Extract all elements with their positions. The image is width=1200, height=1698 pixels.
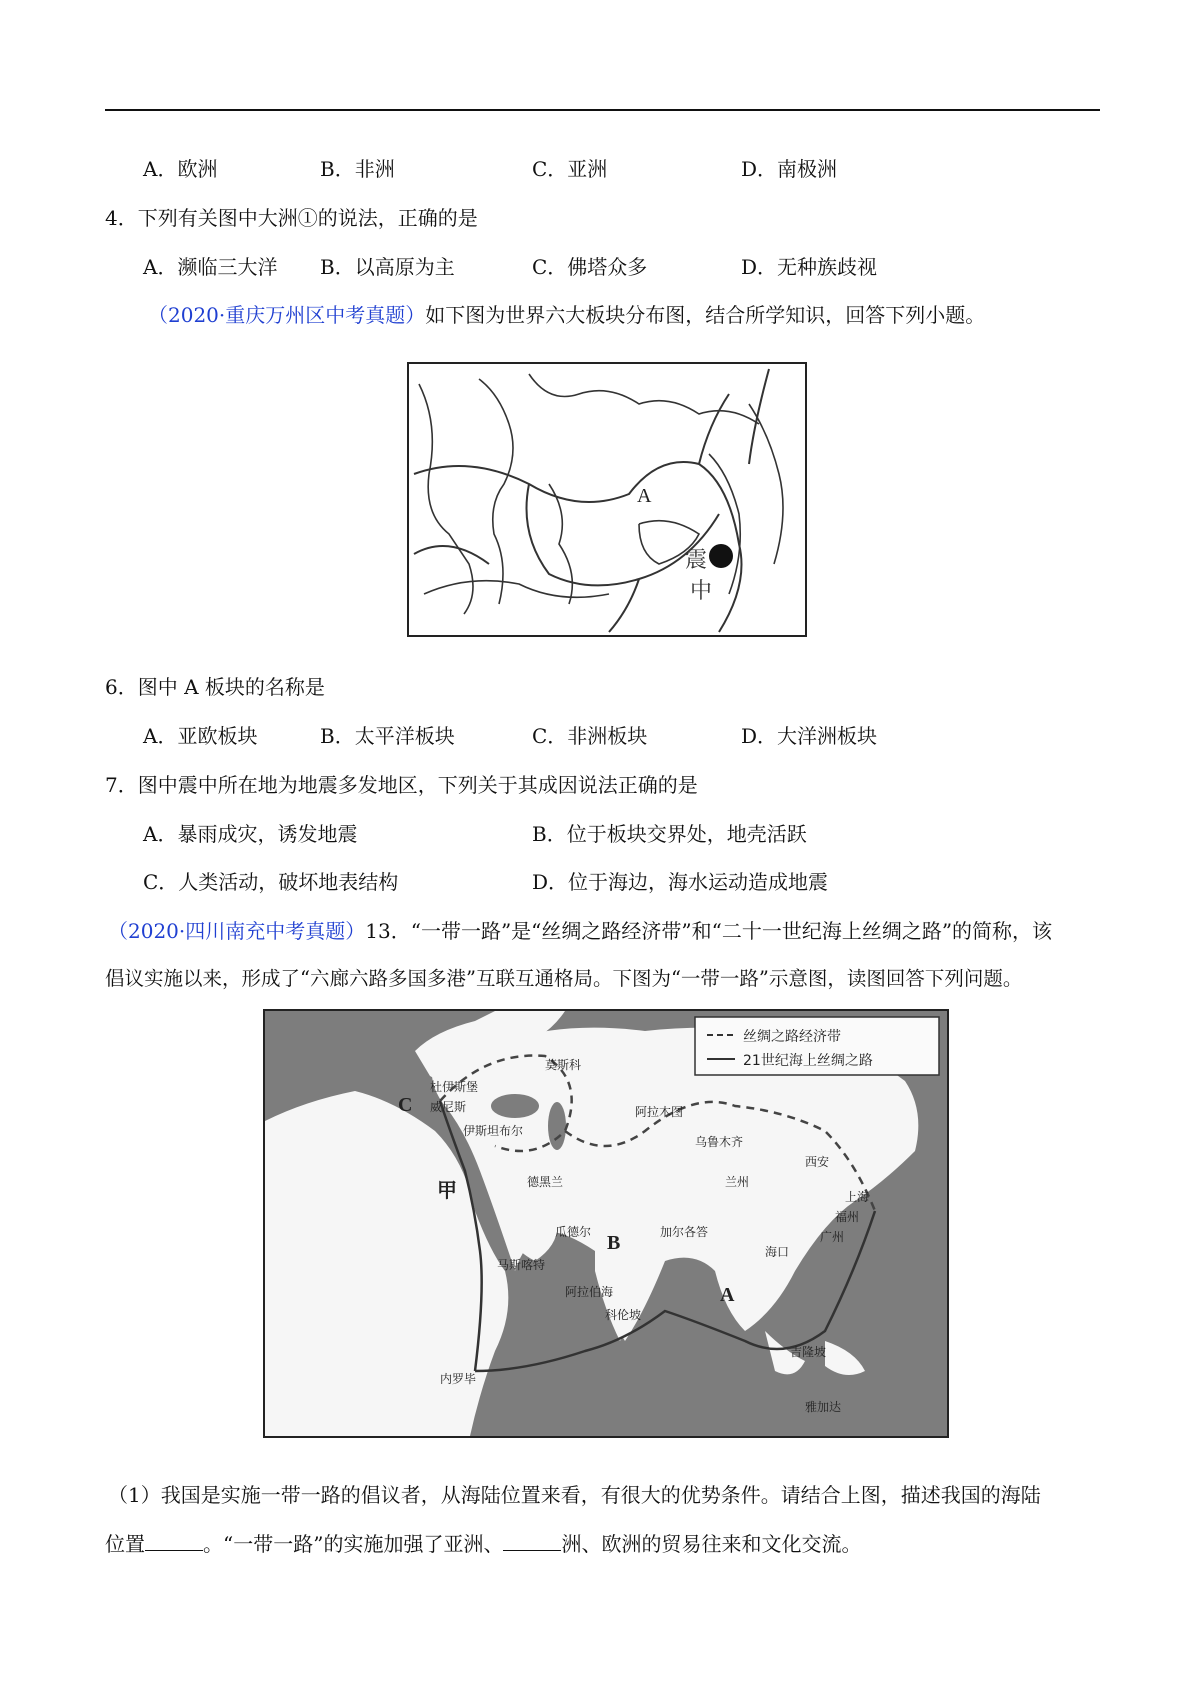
epicenter-label-2: 中	[690, 579, 713, 604]
place-colombo: 科伦坡	[605, 1308, 642, 1322]
map-letter-b: B	[607, 1232, 621, 1254]
place-duisburg: 杜伊斯堡	[430, 1080, 479, 1094]
q6-option-c: C．非洲板块	[532, 724, 648, 748]
place-nairobi: 内罗毕	[440, 1372, 477, 1386]
place-tehran: 德黑兰	[527, 1175, 564, 1189]
map-letter-jia: 甲	[437, 1178, 457, 1202]
q7-option-a: A．暴雨成灾，诱发地震	[143, 822, 358, 846]
intro-text: 如下图为世界六大板块分布图，结合所学知识，回答下列小题。	[425, 303, 986, 327]
q4-option-d: D．无种族歧视	[741, 255, 878, 279]
answer-blank-2[interactable]	[503, 1530, 561, 1551]
place-kuala-lumpur: 吉隆坡	[790, 1345, 827, 1359]
q7-option-d: D．位于海边，海水运动造成地震	[532, 870, 829, 894]
place-moscow: 莫斯科	[545, 1058, 582, 1072]
source-tag-2: （2020·四川南充中考真题）	[108, 919, 366, 943]
header-rule	[105, 109, 1100, 111]
place-haikou: 海口	[765, 1245, 790, 1259]
q3-option-d: D．南极洲	[741, 157, 838, 181]
q7-option-c: C．人类活动，破坏地表结构	[143, 870, 399, 894]
q13-stem-line-1: 13．“一带一路”是“丝绸之路经济带”和“二十一世纪海上丝绸之路”的简称，该	[365, 919, 1053, 943]
q6-option-a: A．亚欧板块	[143, 724, 258, 748]
q4-option-c: C．佛塔众多	[532, 255, 648, 279]
q6-option-d: D．大洋洲板块	[741, 724, 878, 748]
plate-label-a: A	[637, 485, 652, 507]
intro-1	[148, 301, 985, 329]
place-guangzhou: 广州	[820, 1230, 845, 1244]
place-istanbul: 伊斯坦布尔	[463, 1124, 524, 1138]
q7-option-b: B．位于板块交界处，地壳活跃	[532, 822, 807, 846]
q13-1-line-1: （1）我国是实施一带一路的倡议者，从海陆位置来看，有很大的优势条件。请结合上图，描述我国的海陆	[108, 1483, 1041, 1507]
q13-1-text-c: 洲、欧洲的贸易往来和文化交流。	[561, 1532, 862, 1556]
q13-1-line-2	[105, 1530, 861, 1558]
map-letter-c: C	[398, 1094, 413, 1116]
place-shanghai: 上海	[845, 1190, 870, 1204]
legend-label-maritime: 21世纪海上丝绸之路	[743, 1053, 873, 1069]
place-fuzhou: 福州	[835, 1210, 860, 1224]
belt-road-drawing	[265, 1011, 947, 1436]
place-venice: 威尼斯	[430, 1100, 467, 1114]
q6-option-b: B．太平洋板块	[320, 724, 455, 748]
plate-map-drawing	[409, 364, 805, 635]
q6-stem: 6．图中 A 板块的名称是	[105, 675, 325, 699]
answer-blank-1[interactable]	[145, 1530, 203, 1551]
place-xian: 西安	[805, 1155, 830, 1169]
place-urumqi: 乌鲁木齐	[695, 1135, 744, 1149]
map-letter-a: A	[720, 1284, 735, 1306]
plate-map	[407, 362, 807, 637]
q13-1-text-b: 。“一带一路”的实施加强了亚洲、	[203, 1532, 504, 1556]
q4-option-b: B．以高原为主	[320, 255, 455, 279]
belt-road-map	[263, 1009, 949, 1438]
place-almaty: 阿拉木图	[635, 1105, 684, 1119]
q4-option-a: A．濒临三大洋	[143, 255, 278, 279]
q3-option-c: C．亚洲	[532, 157, 608, 181]
legend-label-belt: 丝绸之路经济带	[743, 1029, 841, 1045]
q3-option-a: A．欧洲	[143, 157, 218, 181]
intro-2-line-1	[108, 917, 1052, 945]
q13-1-text-a: 位置	[105, 1532, 145, 1556]
q7-stem: 7．图中震中所在地为地震多发地区，下列关于其成因说法正确的是	[105, 773, 698, 797]
epicenter-label-1: 震	[685, 548, 708, 573]
place-jakarta: 雅加达	[805, 1400, 842, 1414]
q13-stem-line-2: 倡议实施以来，形成了“六廊六路多国多港”互联互通格局。下图为“一带一路”示意图，读图回答下列问题。	[105, 967, 1023, 990]
epicenter-marker	[709, 544, 733, 568]
place-lanzhou: 兰州	[725, 1175, 750, 1189]
place-kolkata: 加尔各答	[660, 1225, 709, 1239]
q4-stem: 4．下列有关图中大洲①的说法，正确的是	[105, 206, 478, 230]
place-gwadar: 瓜德尔	[555, 1225, 592, 1239]
source-tag: （2020·重庆万州区中考真题）	[148, 303, 426, 327]
q3-option-b: B．非洲	[320, 157, 395, 181]
place-arabian-sea: 阿拉伯海	[565, 1285, 614, 1299]
place-muscat: 马斯喀特	[497, 1258, 546, 1272]
